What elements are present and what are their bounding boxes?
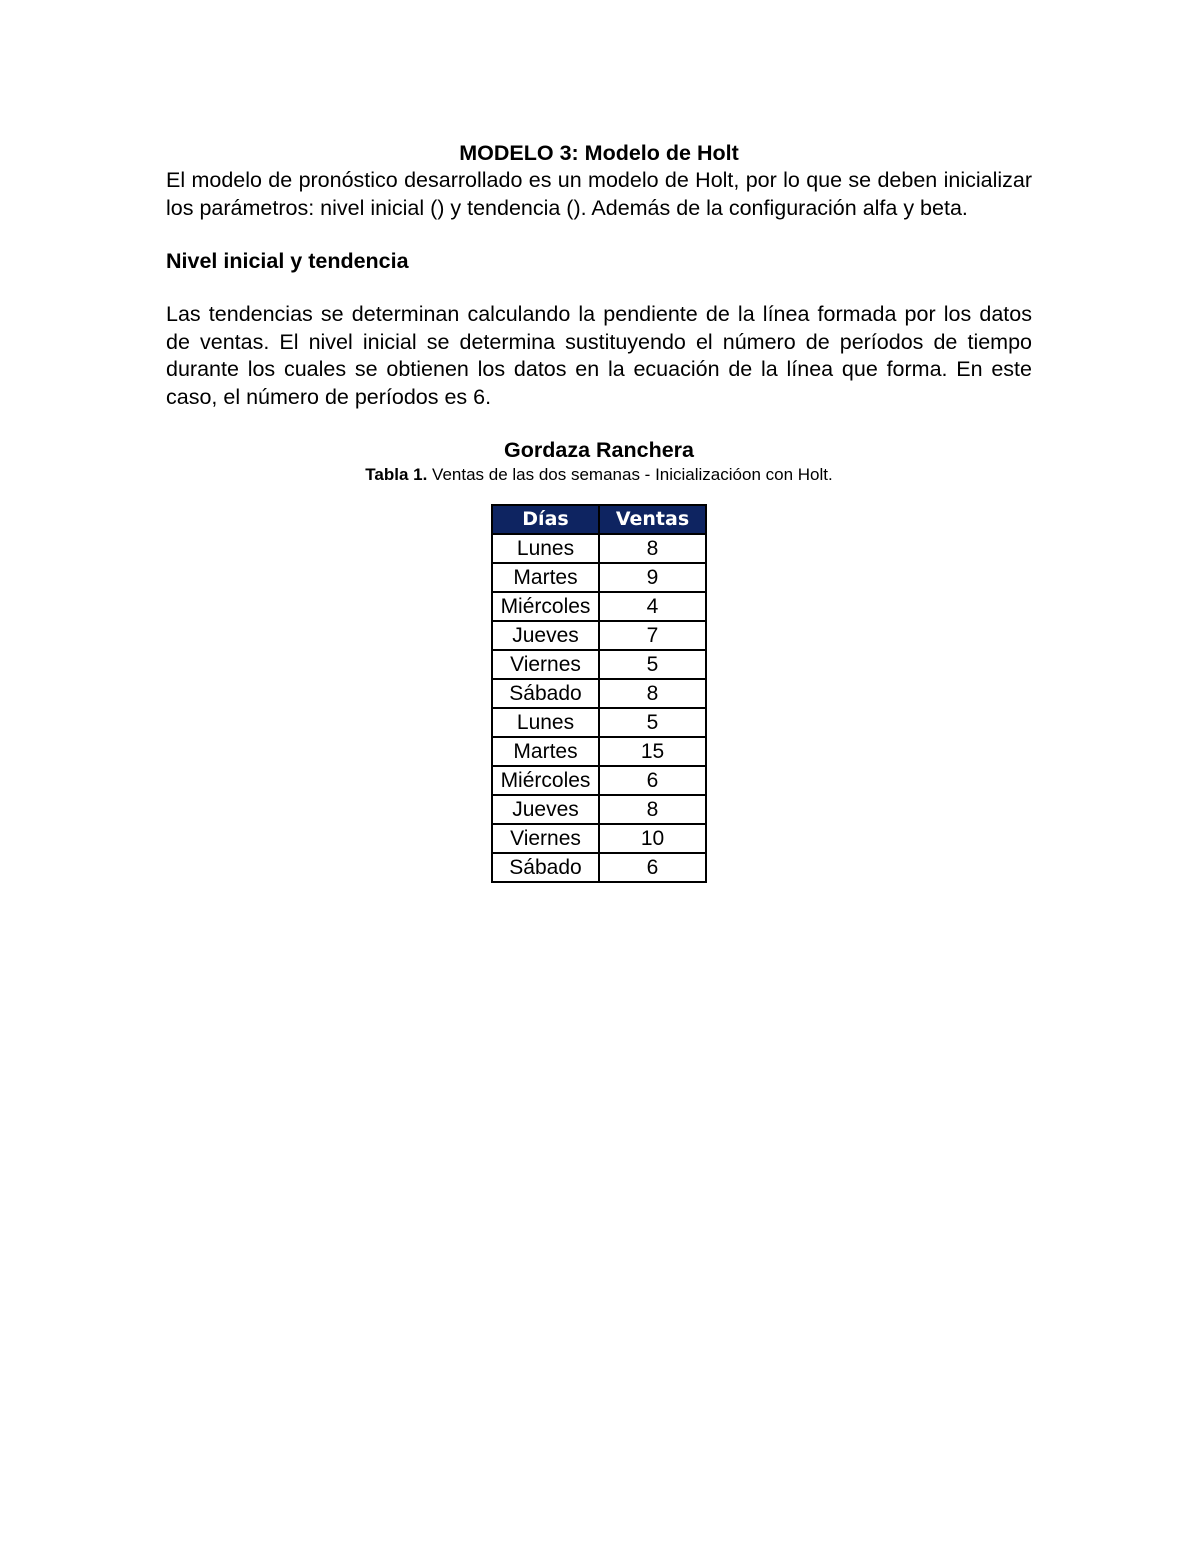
day-cell: Martes [492, 737, 599, 766]
sales-table [491, 504, 707, 883]
sales-cell: 8 [599, 534, 706, 563]
table-caption [166, 464, 1032, 486]
section-paragraph: Las tendencias se determinan calculando la pendiente de la línea formada por los datos de ventas. El nivel inicial se determina sustituyendo el número de períodos de tiempo durante los cuales se obtienen los datos en la ecuación de la línea que forma. En este caso, el número de períodos es 6. [166, 302, 1032, 409]
header-sales: Ventas [599, 505, 706, 534]
header-days: Días [492, 505, 599, 534]
sales-cell: 8 [599, 795, 706, 824]
day-cell: Jueves [492, 621, 599, 650]
day-cell: Sábado [492, 679, 599, 708]
table-row [492, 534, 706, 563]
table-row [492, 563, 706, 592]
day-cell: Jueves [492, 795, 599, 824]
table-row [492, 737, 706, 766]
section-heading: Nivel inicial y tendencia [166, 249, 409, 273]
sales-cell: 4 [599, 592, 706, 621]
table-row [492, 824, 706, 853]
caption-text: Ventas de las dos semanas - Inicializacióon con Holt. [427, 465, 833, 484]
caption-label: Tabla 1. [365, 465, 428, 484]
sales-cell: 8 [599, 679, 706, 708]
day-cell: Martes [492, 563, 599, 592]
day-cell: Sábado [492, 853, 599, 882]
table-row [492, 621, 706, 650]
sales-cell: 5 [599, 708, 706, 737]
table-row [492, 708, 706, 737]
table-row [492, 650, 706, 679]
table-row [492, 766, 706, 795]
sales-cell: 6 [599, 853, 706, 882]
day-cell: Viernes [492, 650, 599, 679]
intro-paragraph: El modelo de pronóstico desarrollado es un modelo de Holt, por lo que se deben inicializar los parámetros: nivel inicial () y tendencia (). Además de la configuración alfa y beta. [166, 168, 1032, 220]
table-row [492, 679, 706, 708]
sales-cell: 10 [599, 824, 706, 853]
table-row [492, 795, 706, 824]
table-row [492, 853, 706, 882]
company-name: Gordaza Ranchera [504, 438, 694, 462]
day-cell: Miércoles [492, 592, 599, 621]
sales-cell: 6 [599, 766, 706, 795]
document-page [166, 140, 1032, 883]
day-cell: Viernes [492, 824, 599, 853]
day-cell: Miércoles [492, 766, 599, 795]
sales-cell: 15 [599, 737, 706, 766]
table-row [492, 592, 706, 621]
sales-cell: 9 [599, 563, 706, 592]
document-title: MODELO 3: Modelo de Holt [459, 141, 739, 165]
sales-cell: 5 [599, 650, 706, 679]
sales-cell: 7 [599, 621, 706, 650]
table-header-row [492, 505, 706, 534]
day-cell: Lunes [492, 708, 599, 737]
day-cell: Lunes [492, 534, 599, 563]
